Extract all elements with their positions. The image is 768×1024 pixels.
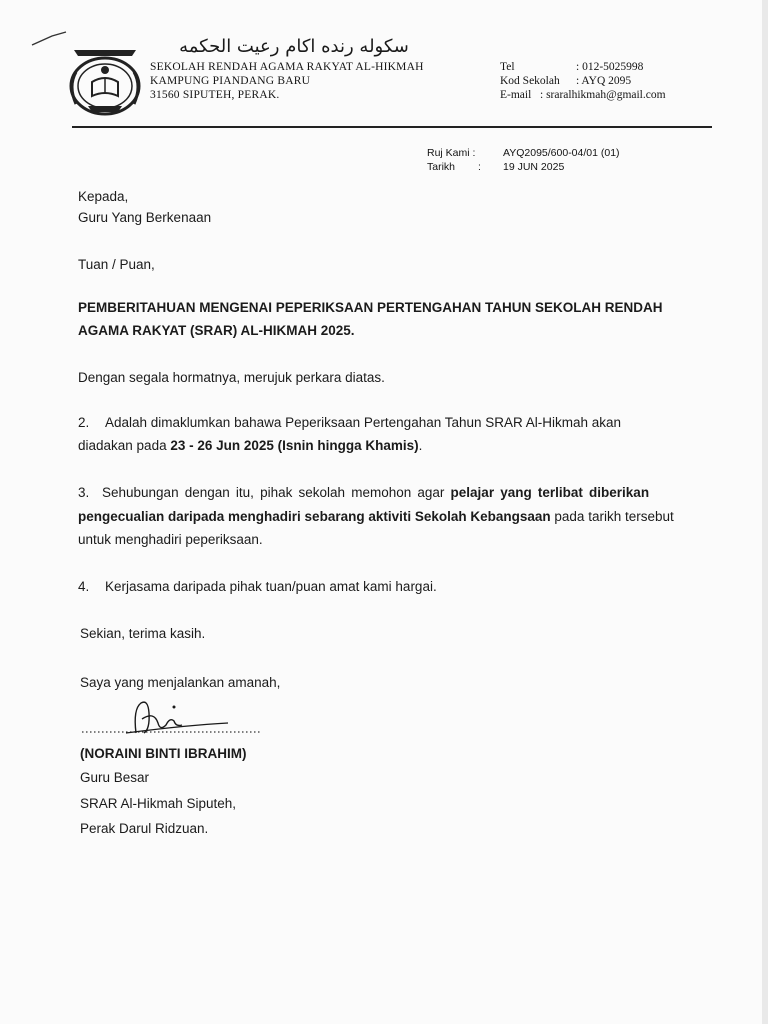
contact-tel-value: : 012-5025998 xyxy=(576,61,644,73)
contact-email xyxy=(500,88,666,102)
contact-email-label: E-mail xyxy=(500,89,532,101)
school-name-arabic: سكوله رنده اكام رعيت الحكمه xyxy=(179,36,409,57)
salutation: Tuan / Puan, xyxy=(78,257,155,272)
contact-tel xyxy=(500,60,643,74)
handwritten-signature xyxy=(78,695,268,739)
ref-date-label: Tarikh xyxy=(427,161,456,173)
contact-school-code-value: : AYQ 2095 xyxy=(576,75,632,87)
para3-bold1: pelajar yang terlibat diberikan xyxy=(450,485,650,500)
ref-date-value: 19 JUN 2025 xyxy=(503,161,565,173)
para4-text: Kerjasama daripada pihak tuan/puan amat kami hargai. xyxy=(105,579,437,594)
signatory-title: Guru Besar xyxy=(80,770,150,785)
ref-date-colon: : xyxy=(478,161,481,173)
para2-line1 xyxy=(78,412,621,434)
school-address-line1: KAMPUNG PIANDANG BARU xyxy=(150,75,311,87)
para3-number: 3. xyxy=(78,485,90,500)
para3-text1: Sehubungan dengan itu, pihak sekolah memohon agar xyxy=(102,485,451,500)
school-crest-logo xyxy=(62,42,148,116)
para3-bold2: pengecualian daripada menghadiri sebarang aktiviti Sekolah Kebangsaan xyxy=(78,509,551,524)
signatory-org: SRAR Al-Hikmah Siputeh, xyxy=(80,796,237,811)
signatory-name: (NORAINI BINTI IBRAHIM) xyxy=(80,746,247,761)
closing-line: Sekian, terima kasih. xyxy=(80,626,206,641)
subject-line1: PEMBERITAHUAN MENGENAI PEPERIKSAAN PERTENGAHAN TAHUN SEKOLAH RENDAH xyxy=(78,300,663,315)
contact-school-code-label: Kod Sekolah xyxy=(500,75,560,87)
para2-exam-dates: 23 - 26 Jun 2025 (Isnin hingga Khamis) xyxy=(170,438,419,453)
contact-school-code xyxy=(500,74,631,88)
contact-email-value: : sraralhikmah@gmail.com xyxy=(540,89,666,101)
para4-number: 4. xyxy=(78,579,90,594)
sign-off-line: Saya yang menjalankan amanah, xyxy=(80,675,281,690)
ref-ruj-value: AYQ2095/600-04/01 (01) xyxy=(503,147,620,159)
para2-text2-post: . xyxy=(418,438,423,453)
school-address-line2: 31560 SIPUTEH, PERAK. xyxy=(150,89,280,101)
para2-line2 xyxy=(78,435,422,457)
para2-text1: Adalah dimaklumkan bahawa Peperiksaan Pertengahan Tahun SRAR Al-Hikmah akan xyxy=(105,415,622,430)
para2-number: 2. xyxy=(78,415,90,430)
signatory-state: Perak Darul Ridzuan. xyxy=(80,821,209,836)
para2-text2-pre: diadakan pada xyxy=(78,438,171,453)
letterhead-divider xyxy=(72,126,712,128)
para3-text2: pada tarikh tersebut xyxy=(550,509,674,524)
page-edge-shadow xyxy=(762,0,768,1024)
recipient-line1: Kepada, xyxy=(78,189,129,204)
para3-line1 xyxy=(78,482,730,504)
ref-ruj-label: Ruj Kami : xyxy=(427,147,476,159)
opening-line: Dengan segala hormatnya, merujuk perkara diatas. xyxy=(78,370,385,385)
para3-line2 xyxy=(78,506,674,528)
para4-line xyxy=(78,576,437,598)
contact-tel-label: Tel xyxy=(500,61,515,73)
school-name: SEKOLAH RENDAH AGAMA RAKYAT AL-HIKMAH xyxy=(150,61,424,73)
recipient-line2: Guru Yang Berkenaan xyxy=(78,210,212,225)
subject-line2: AGAMA RAKYAT (SRAR) AL-HIKMAH 2025. xyxy=(78,323,355,338)
para3-line3: untuk menghadiri peperiksaan. xyxy=(78,532,263,547)
